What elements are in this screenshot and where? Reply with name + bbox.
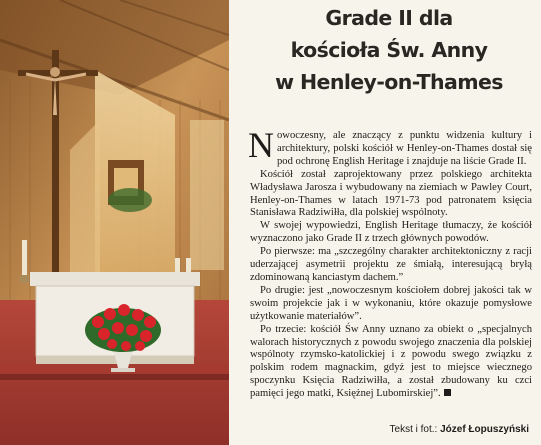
paragraph-intro	[248, 125, 532, 169]
article-headline	[241, 2, 537, 98]
article-body	[248, 125, 532, 401]
article	[233, 0, 537, 445]
paragraph-architect: Kościół został zaprojektowany przez polskiego architekta Władysława Jarosza i wybudowany na ziemiach w Pawley Court, Henley-on-Thames w latach 1971-73 pod patronatem księcia Stanisława Radziwiłła, dla polskiej wspólnoty.	[250, 168, 532, 219]
end-of-article-mark	[444, 389, 451, 396]
paragraph-reasons-intro: W swojej wypowiedzi, English Heritage tłumaczy, że kościół wyznaczono jako Grade II z trzech głównych powodów.	[250, 220, 532, 245]
byline-author: Józef Łopuszyński	[440, 424, 529, 435]
drop-cap: N	[248, 125, 274, 165]
paragraph-reason-third	[250, 324, 532, 401]
byline	[390, 424, 529, 435]
paragraph-reason-third-text: Po trzecie: kościół Św Anny uznano za obiekt o „specjalnych walorach historycznych z powodu swojego znaczenia dla polskiej wspólnoty rzymsko-katolickiej i z powodu swego związku z polskim rodem magnackim, gdyż jest to miejsce wiecznego spoczynku Księcia Radziwiłła, a został zbudowany ku czci pamięci jego matki, Księżnej Lubomirskiej”.	[250, 323, 532, 400]
byline-prefix: Tekst i fot.:	[389, 424, 438, 435]
church-interior-illustration	[0, 0, 229, 445]
headline-line-1: Grade II dla	[325, 6, 453, 30]
headline-line-3: w Henley-on-Thames	[275, 70, 503, 94]
paragraph-intro-text: owoczesny, ale znaczący z punktu widzenia kultury i architektury, polski kościół w Henley-on-Thames dostał się pod ochronę English Heritage i znajduje na liście Grade II.	[277, 130, 532, 167]
paragraph-reason-second: Po drugie: jest „nowoczesnym kościołem dobrej jakości tak w swoim projekcie jak i w wykonaniu, które okazuje pomysłowe użytkowanie materiałów”.	[250, 284, 532, 322]
headline-line-2: kościoła Św. Anny	[290, 38, 488, 62]
paragraph-reason-first: Po pierwsze: ma „szczególny charakter architektoniczny z racji uderzającej asymetrii projektu ze śmiałą, interesującą bryłą zdominowaną kanciastym dachem.”	[250, 246, 532, 283]
church-interior-photo	[0, 0, 229, 445]
